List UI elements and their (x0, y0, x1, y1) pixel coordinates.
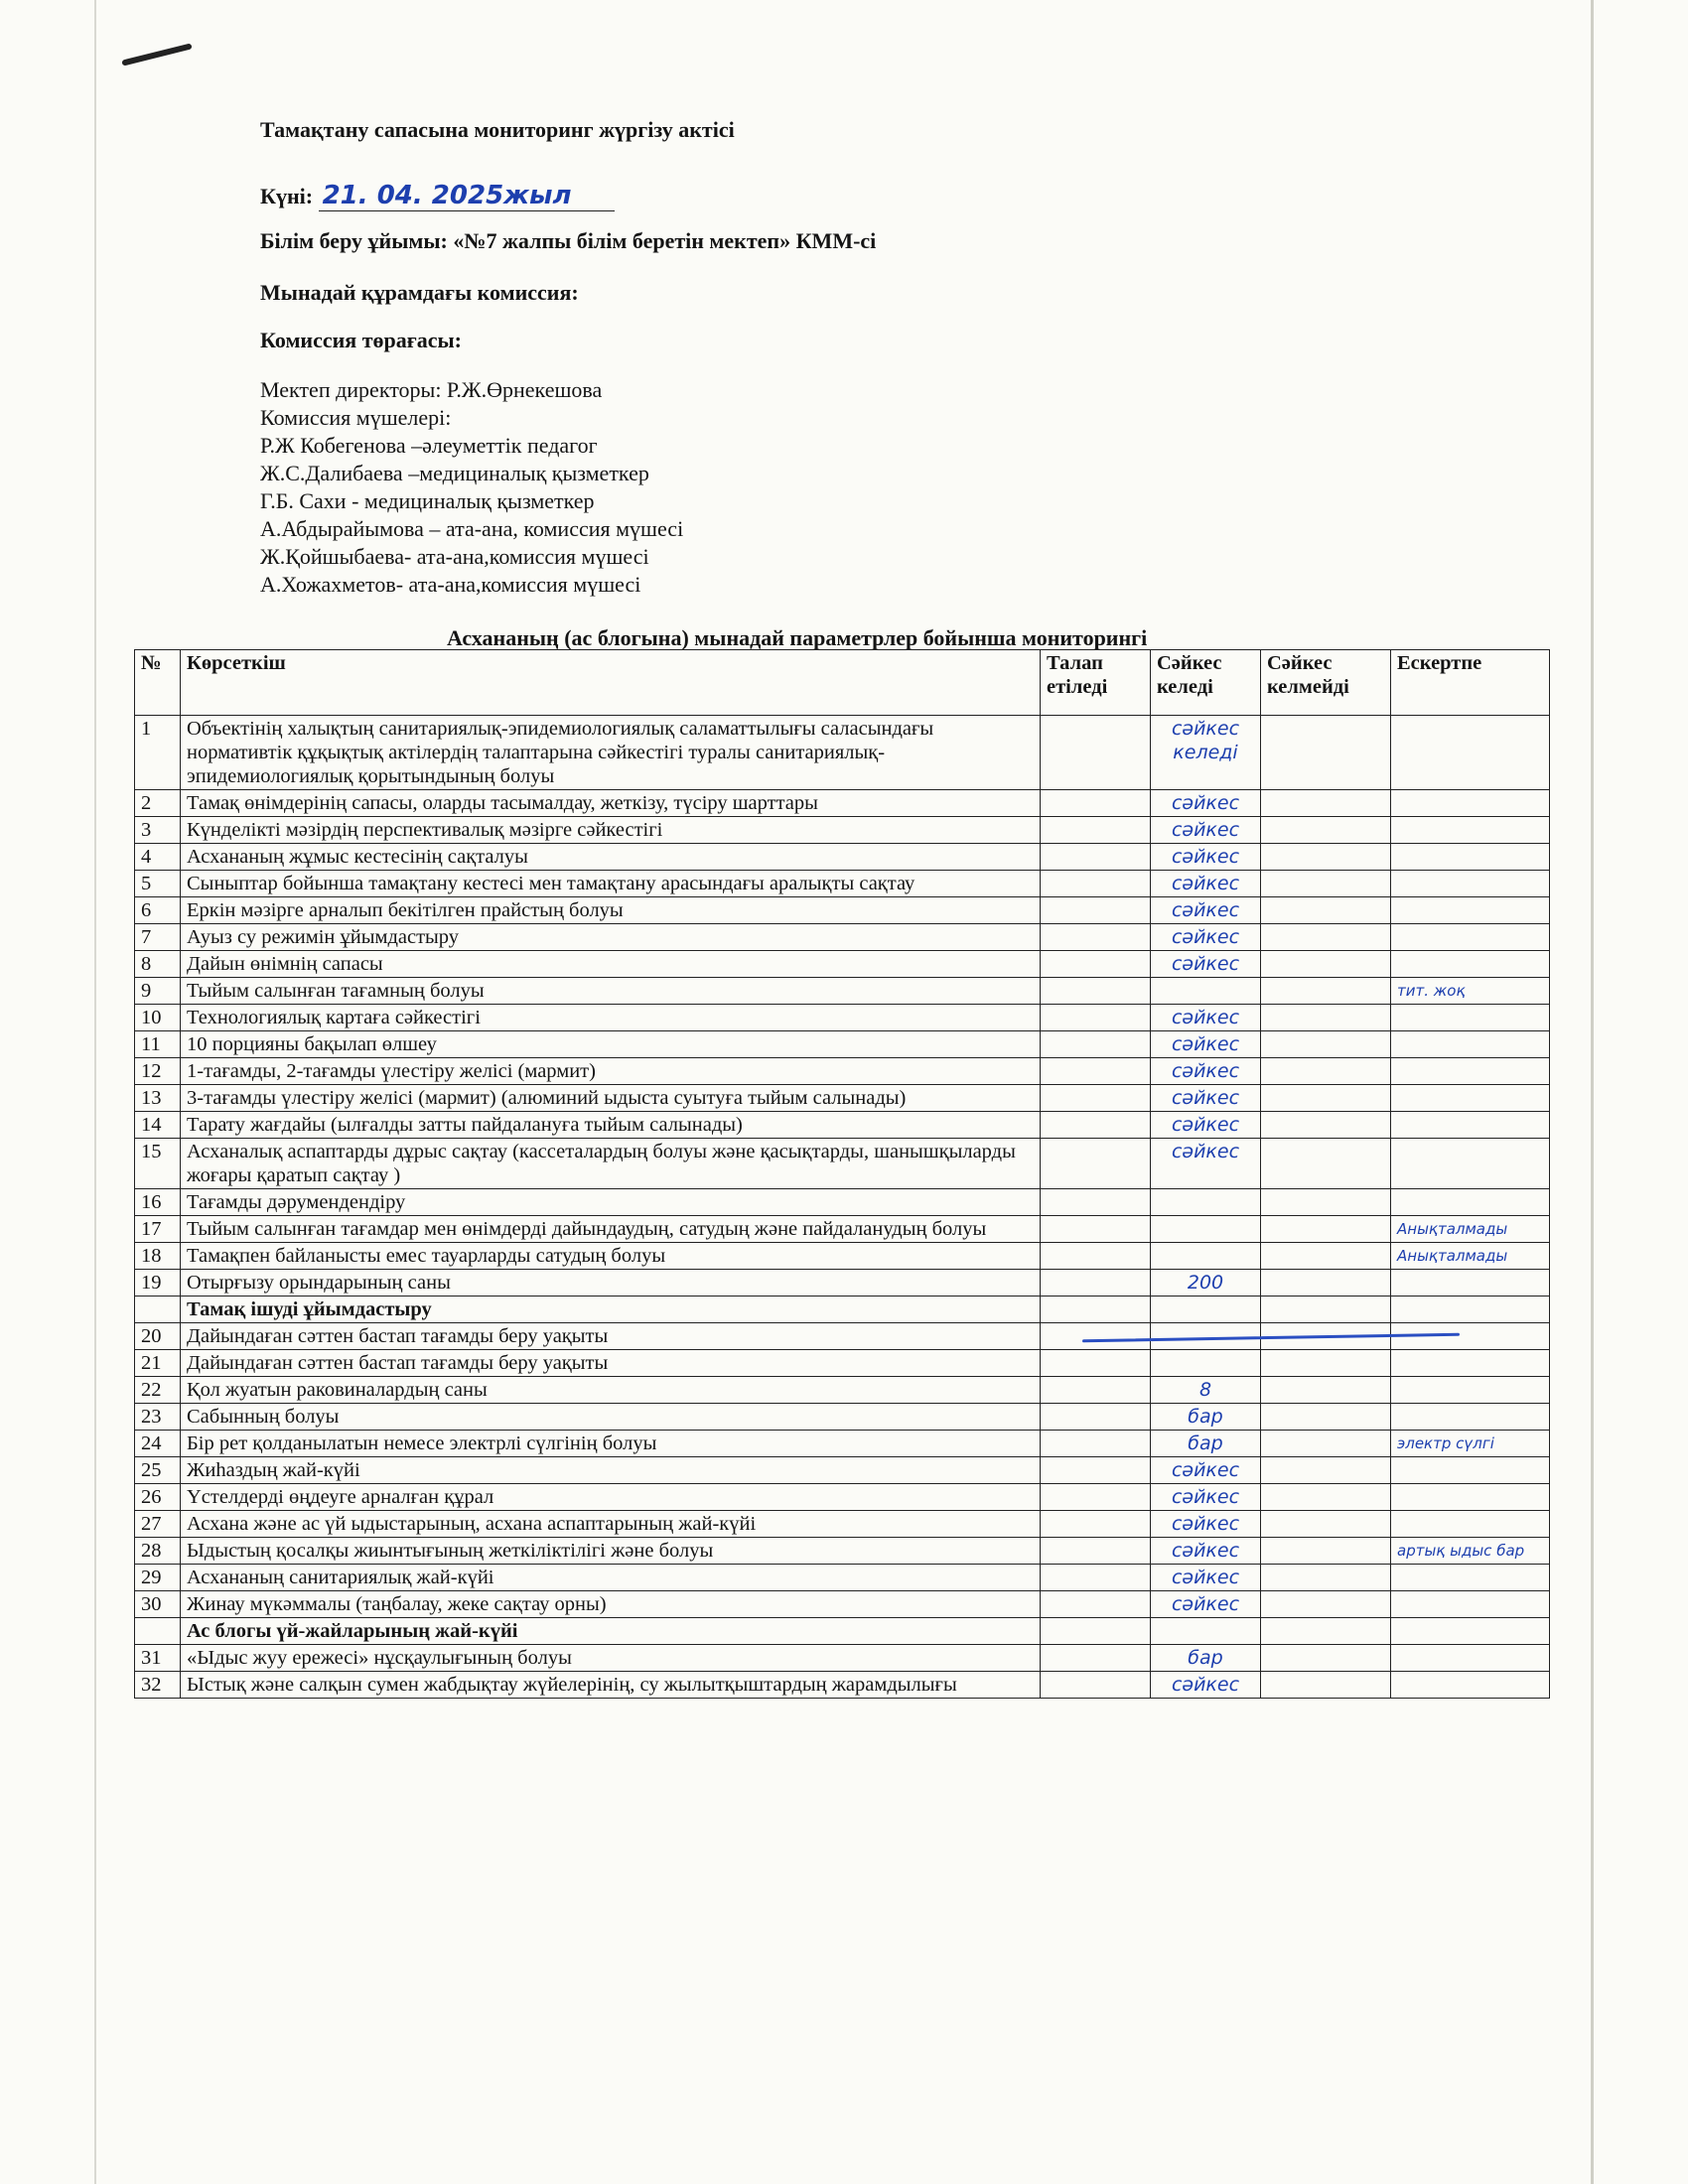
table-row (135, 1431, 1550, 1457)
not-complies-cell (1261, 1457, 1391, 1484)
table-row (135, 951, 1550, 978)
row-number: 6 (135, 897, 181, 924)
section-row (135, 1618, 1550, 1645)
row-number: 21 (135, 1350, 181, 1377)
required-cell (1041, 1538, 1151, 1565)
row-indicator: Асхананың жұмыс кестесінің сақталуы (181, 844, 1041, 871)
complies-cell: сәйкес (1151, 951, 1261, 978)
note-cell (1391, 897, 1550, 924)
not-complies-cell (1261, 871, 1391, 897)
required-cell (1041, 1377, 1151, 1404)
row-number: 18 (135, 1243, 181, 1270)
not-complies-cell (1261, 1139, 1391, 1189)
row-indicator: Асханалық аспаптарды дұрыс сақтау (кассеталардың болуы және қасықтарды, шанышқыларды жоғары қаратып сақтау ) (181, 1139, 1041, 1189)
row-indicator: Дайындаған сәттен бастап тағамды беру уақыты (181, 1323, 1041, 1350)
complies-cell (1151, 1189, 1261, 1216)
row-number: 10 (135, 1005, 181, 1031)
not-complies-cell (1261, 1005, 1391, 1031)
note-cell (1391, 1031, 1550, 1058)
required-cell (1041, 716, 1151, 790)
table-row (135, 1005, 1550, 1031)
complies-cell: сәйкес (1151, 1538, 1261, 1565)
complies-cell: сәйкес (1151, 1112, 1261, 1139)
section-title: Ас блогы үй-жайларының жай-күйі (181, 1618, 1041, 1645)
row-number: 14 (135, 1112, 181, 1139)
required-cell (1041, 1350, 1151, 1377)
row-indicator: Үстелдерді өңдеуге арналған құрал (181, 1484, 1041, 1511)
not-complies-cell (1261, 924, 1391, 951)
commission-intro: Мынадай құрамдағы комиссия: (260, 280, 579, 305)
note-cell (1391, 1591, 1550, 1618)
row-number: 1 (135, 716, 181, 790)
row-number: 11 (135, 1031, 181, 1058)
not-complies-cell (1261, 716, 1391, 790)
note-cell (1391, 817, 1550, 844)
row-indicator: Тамақпен байланысты емес тауарларды сатудың болуы (181, 1243, 1041, 1270)
document-title: Тамақтану сапасына мониторинг жүргізу актісі (260, 117, 735, 142)
date-label: Күні: (260, 184, 314, 208)
row-number: 5 (135, 871, 181, 897)
not-complies-cell (1261, 1297, 1391, 1323)
complies-cell (1151, 1297, 1261, 1323)
required-cell (1041, 1031, 1151, 1058)
note-cell (1391, 716, 1550, 790)
row-number: 30 (135, 1591, 181, 1618)
note-cell (1391, 1139, 1550, 1189)
member-6: А.Хожахметов- ата-ана,комиссия мүшесі (260, 572, 641, 597)
complies-cell: сәйкес (1151, 1085, 1261, 1112)
row-number: 20 (135, 1323, 181, 1350)
not-complies-cell (1261, 1216, 1391, 1243)
table-row (135, 1672, 1550, 1699)
note-cell (1391, 1058, 1550, 1085)
table-row (135, 1189, 1550, 1216)
row-number: 7 (135, 924, 181, 951)
row-indicator: Тыйым салынған тағамдар мен өнімдерді дайындаудың, сатудың және пайдаланудың болуы (181, 1216, 1041, 1243)
chair-label: Комиссия төрағасы: (260, 328, 463, 352)
not-complies-cell (1261, 1538, 1391, 1565)
row-number: 29 (135, 1565, 181, 1591)
section-num-cell (135, 1618, 181, 1645)
not-complies-cell (1261, 1085, 1391, 1112)
row-number: 9 (135, 978, 181, 1005)
table-row (135, 897, 1550, 924)
table-row (135, 1058, 1550, 1085)
required-cell (1041, 1431, 1151, 1457)
required-cell (1041, 1404, 1151, 1431)
row-number: 13 (135, 1085, 181, 1112)
note-cell (1391, 1457, 1550, 1484)
required-cell (1041, 1457, 1151, 1484)
director-line: Мектеп директоры: Р.Ж.Өрнекешова (260, 377, 603, 402)
complies-cell: сәйкес (1151, 790, 1261, 817)
required-cell (1041, 817, 1151, 844)
note-cell (1391, 790, 1550, 817)
table-row (135, 716, 1550, 790)
complies-cell: сәйкес (1151, 1565, 1261, 1591)
required-cell (1041, 1565, 1151, 1591)
not-complies-cell (1261, 1618, 1391, 1645)
complies-cell: сәйкес (1151, 1457, 1261, 1484)
row-number: 2 (135, 790, 181, 817)
row-indicator: Тағамды дәрумендендіру (181, 1189, 1041, 1216)
complies-cell: бар (1151, 1431, 1261, 1457)
note-cell (1391, 1350, 1550, 1377)
row-number: 12 (135, 1058, 181, 1085)
col-header-note: Ескертпе (1391, 650, 1550, 716)
member-4: А.Абдырайымова – ата-ана, комиссия мүшесі (260, 516, 684, 541)
note-cell: артық ыдыс бар (1391, 1538, 1550, 1565)
complies-cell (1151, 1618, 1261, 1645)
note-cell (1391, 1085, 1550, 1112)
row-number: 24 (135, 1431, 181, 1457)
complies-cell: сәйкес (1151, 817, 1261, 844)
table-row (135, 1085, 1550, 1112)
complies-cell: 8 (1151, 1377, 1261, 1404)
section-row (135, 1297, 1550, 1323)
row-number: 32 (135, 1672, 181, 1699)
complies-cell: сәйкес (1151, 1139, 1261, 1189)
row-indicator: Сабынның болуы (181, 1404, 1041, 1431)
col-header-complies: Сәйкес келеді (1151, 650, 1261, 716)
required-cell (1041, 1085, 1151, 1112)
required-cell (1041, 1645, 1151, 1672)
row-indicator: Тыйым салынған тағамның болуы (181, 978, 1041, 1005)
note-cell (1391, 1112, 1550, 1139)
not-complies-cell (1261, 1270, 1391, 1297)
table-row (135, 817, 1550, 844)
row-number: 16 (135, 1189, 181, 1216)
col-header-num: № (135, 650, 181, 716)
member-3: Г.Б. Сахи - медициналық қызметкер (260, 488, 595, 513)
table-row (135, 1511, 1550, 1538)
row-number: 8 (135, 951, 181, 978)
row-number: 28 (135, 1538, 181, 1565)
note-cell (1391, 1645, 1550, 1672)
required-cell (1041, 871, 1151, 897)
complies-cell: бар (1151, 1404, 1261, 1431)
member-2: Ж.С.Далибаева –медициналық қызметкер (260, 461, 649, 485)
required-cell (1041, 1270, 1151, 1297)
required-cell (1041, 951, 1151, 978)
required-cell (1041, 1243, 1151, 1270)
not-complies-cell (1261, 1189, 1391, 1216)
required-cell (1041, 924, 1151, 951)
table-row (135, 1031, 1550, 1058)
complies-cell: сәйкес (1151, 897, 1261, 924)
required-cell (1041, 1058, 1151, 1085)
complies-cell (1151, 978, 1261, 1005)
not-complies-cell (1261, 978, 1391, 1005)
row-indicator: Дайындаған сәттен бастап тағамды беру уақыты (181, 1350, 1041, 1377)
complies-cell: сәйкес (1151, 1484, 1261, 1511)
table-row (135, 1350, 1550, 1377)
col-header-required: Талап етіледі (1041, 650, 1151, 716)
note-cell (1391, 1404, 1550, 1431)
date-value: 21. 04. 2025жыл (319, 181, 615, 211)
note-cell (1391, 1005, 1550, 1031)
table-row (135, 790, 1550, 817)
table-row (135, 1645, 1550, 1672)
organization-name: Білім беру ұйымы: «№7 жалпы білім беретін мектеп» КММ-сі (260, 228, 877, 253)
required-cell (1041, 1591, 1151, 1618)
row-number: 17 (135, 1216, 181, 1243)
col-header-indicator: Көрсеткіш (181, 650, 1041, 716)
row-indicator: Тарату жағдайы (ылғалды затты пайдалануға тыйым салынады) (181, 1112, 1041, 1139)
complies-cell (1151, 1243, 1261, 1270)
complies-cell (1151, 1350, 1261, 1377)
row-number: 19 (135, 1270, 181, 1297)
row-indicator: 3-тағамды үлестіру желісі (мармит) (алюминий ыдыста суытуға тыйым салынады) (181, 1085, 1041, 1112)
not-complies-cell (1261, 790, 1391, 817)
row-number: 26 (135, 1484, 181, 1511)
complies-cell: сәйкес (1151, 1511, 1261, 1538)
required-cell (1041, 1484, 1151, 1511)
row-indicator: Объектінің халықтың санитариялық-эпидемиологиялық саламаттылығы саласындағы нормативтік құқықтық актілердің талаптарына сәйкестігі туралы санитариялық-эпидемиологиялық қорытындының болуы (181, 716, 1041, 790)
monitoring-table (134, 649, 1550, 1699)
row-number: 25 (135, 1457, 181, 1484)
members-label: Комиссия мүшелері: (260, 405, 452, 430)
row-indicator: Ауыз су режимін ұйымдастыру (181, 924, 1041, 951)
section-num-cell (135, 1297, 181, 1323)
table-row (135, 924, 1550, 951)
row-indicator: Тамақ өнімдерінің сапасы, оларды тасымалдау, жеткізу, түсіру шарттары (181, 790, 1041, 817)
required-cell (1041, 844, 1151, 871)
complies-cell: сәйкес (1151, 1591, 1261, 1618)
row-indicator: Технологиялық картаға сәйкестігі (181, 1005, 1041, 1031)
note-cell (1391, 1189, 1550, 1216)
row-indicator: Күнделікті мәзірдің перспективалық мәзірге сәйкестігі (181, 817, 1041, 844)
table-row (135, 1538, 1550, 1565)
complies-cell: сәйкес (1151, 1005, 1261, 1031)
not-complies-cell (1261, 1404, 1391, 1431)
row-number: 3 (135, 817, 181, 844)
table-row (135, 1377, 1550, 1404)
not-complies-cell (1261, 1031, 1391, 1058)
not-complies-cell (1261, 1058, 1391, 1085)
complies-cell: сәйкес (1151, 871, 1261, 897)
row-number: 31 (135, 1645, 181, 1672)
complies-cell: сәйкес (1151, 1672, 1261, 1699)
row-indicator: Сыныптар бойынша тамақтану кестесі мен тамақтану арасындағы аралықты сақтау (181, 871, 1041, 897)
table-row (135, 844, 1550, 871)
table-row (135, 1270, 1550, 1297)
row-indicator: «Ыдыс жуу ережесі» нұсқаулығының болуы (181, 1645, 1041, 1672)
note-cell: Анықталмады (1391, 1216, 1550, 1243)
complies-cell: сәйкес (1151, 1058, 1261, 1085)
note-cell (1391, 1618, 1550, 1645)
note-cell (1391, 1672, 1550, 1699)
not-complies-cell (1261, 1377, 1391, 1404)
member-5: Ж.Қойшыбаева- ата-ана,комиссия мүшесі (260, 544, 649, 569)
required-cell (1041, 897, 1151, 924)
table-row (135, 1457, 1550, 1484)
not-complies-cell (1261, 1431, 1391, 1457)
section-title: Тамақ ішуді ұйымдастыру (181, 1297, 1041, 1323)
required-cell (1041, 1005, 1151, 1031)
table-row (135, 1565, 1550, 1591)
required-cell (1041, 1323, 1151, 1350)
not-complies-cell (1261, 1243, 1391, 1270)
required-cell (1041, 1139, 1151, 1189)
required-cell (1041, 1618, 1151, 1645)
table-row (135, 1216, 1550, 1243)
row-indicator: 10 порцияны бақылап өлшеу (181, 1031, 1041, 1058)
row-indicator: Ыдыстың қосалқы жиынтығының жеткіліктілігі және болуы (181, 1538, 1041, 1565)
not-complies-cell (1261, 1645, 1391, 1672)
row-indicator: Жинау мүкәммалы (таңбалау, жеке сақтау орны) (181, 1591, 1041, 1618)
member-1: Р.Ж Кобегенова –әлеуметтік педагог (260, 433, 598, 458)
note-cell (1391, 844, 1550, 871)
row-number: 15 (135, 1139, 181, 1189)
required-cell (1041, 1672, 1151, 1699)
note-cell (1391, 951, 1550, 978)
table-row (135, 1591, 1550, 1618)
not-complies-cell (1261, 951, 1391, 978)
note-cell (1391, 1297, 1550, 1323)
not-complies-cell (1261, 1672, 1391, 1699)
not-complies-cell (1261, 1484, 1391, 1511)
row-indicator: Бір рет қолданылатын немесе электрлі сүлгінің болуы (181, 1431, 1041, 1457)
table-row (135, 871, 1550, 897)
note-cell (1391, 1377, 1550, 1404)
not-complies-cell (1261, 844, 1391, 871)
table-header-row (135, 650, 1550, 716)
row-number: 22 (135, 1377, 181, 1404)
row-indicator: Жиһаздың жай-күйі (181, 1457, 1041, 1484)
table-row (135, 1243, 1550, 1270)
row-indicator: Ыстық және салқын сумен жабдықтау жүйелерінің, су жылытқыштардың жарамдылығы (181, 1672, 1041, 1699)
required-cell (1041, 790, 1151, 817)
date-line (260, 181, 615, 211)
complies-cell: бар (1151, 1645, 1261, 1672)
not-complies-cell (1261, 1591, 1391, 1618)
complies-cell: сәйкес (1151, 844, 1261, 871)
col-header-not-complies: Сәйкес келмейді (1261, 650, 1391, 716)
row-indicator: Отырғызу орындарының саны (181, 1270, 1041, 1297)
note-cell (1391, 1270, 1550, 1297)
complies-cell (1151, 1216, 1261, 1243)
row-indicator: Қол жуатын раковиналардың саны (181, 1377, 1041, 1404)
note-cell: электр сүлгі (1391, 1431, 1550, 1457)
row-number: 23 (135, 1404, 181, 1431)
row-indicator: 1-тағамды, 2-тағамды үлестіру желісі (мармит) (181, 1058, 1041, 1085)
table-row (135, 1484, 1550, 1511)
note-cell (1391, 1484, 1550, 1511)
required-cell (1041, 1297, 1151, 1323)
row-indicator: Дайын өнімнің сапасы (181, 951, 1041, 978)
note-cell (1391, 871, 1550, 897)
not-complies-cell (1261, 817, 1391, 844)
note-cell: тит. жоқ (1391, 978, 1550, 1005)
not-complies-cell (1261, 1511, 1391, 1538)
note-cell (1391, 1565, 1550, 1591)
complies-cell: сәйкес (1151, 924, 1261, 951)
not-complies-cell (1261, 1565, 1391, 1591)
required-cell (1041, 1511, 1151, 1538)
row-number: 27 (135, 1511, 181, 1538)
required-cell (1041, 1216, 1151, 1243)
not-complies-cell (1261, 1350, 1391, 1377)
note-cell: Анықталмады (1391, 1243, 1550, 1270)
table-title: Асхананың (ас блогына) мынадай параметрлер бойынша мониторингі (447, 625, 1148, 650)
not-complies-cell (1261, 897, 1391, 924)
row-number: 4 (135, 844, 181, 871)
required-cell (1041, 1112, 1151, 1139)
required-cell (1041, 978, 1151, 1005)
table-row (135, 1112, 1550, 1139)
note-cell (1391, 1511, 1550, 1538)
required-cell (1041, 1189, 1151, 1216)
note-cell (1391, 924, 1550, 951)
complies-cell: сәйкес (1151, 1031, 1261, 1058)
complies-cell: 200 (1151, 1270, 1261, 1297)
table-row (135, 978, 1550, 1005)
complies-cell: сәйкес келеді (1151, 716, 1261, 790)
row-indicator: Еркін мәзірге арналып бекітілген прайстың болуы (181, 897, 1041, 924)
table-body (135, 716, 1550, 1699)
table-row (135, 1139, 1550, 1189)
row-indicator: Асхананың санитариялық жай-күйі (181, 1565, 1041, 1591)
row-indicator: Асхана және ас үй ыдыстарының, асхана аспаптарының жай-күйі (181, 1511, 1041, 1538)
table-row (135, 1404, 1550, 1431)
not-complies-cell (1261, 1112, 1391, 1139)
